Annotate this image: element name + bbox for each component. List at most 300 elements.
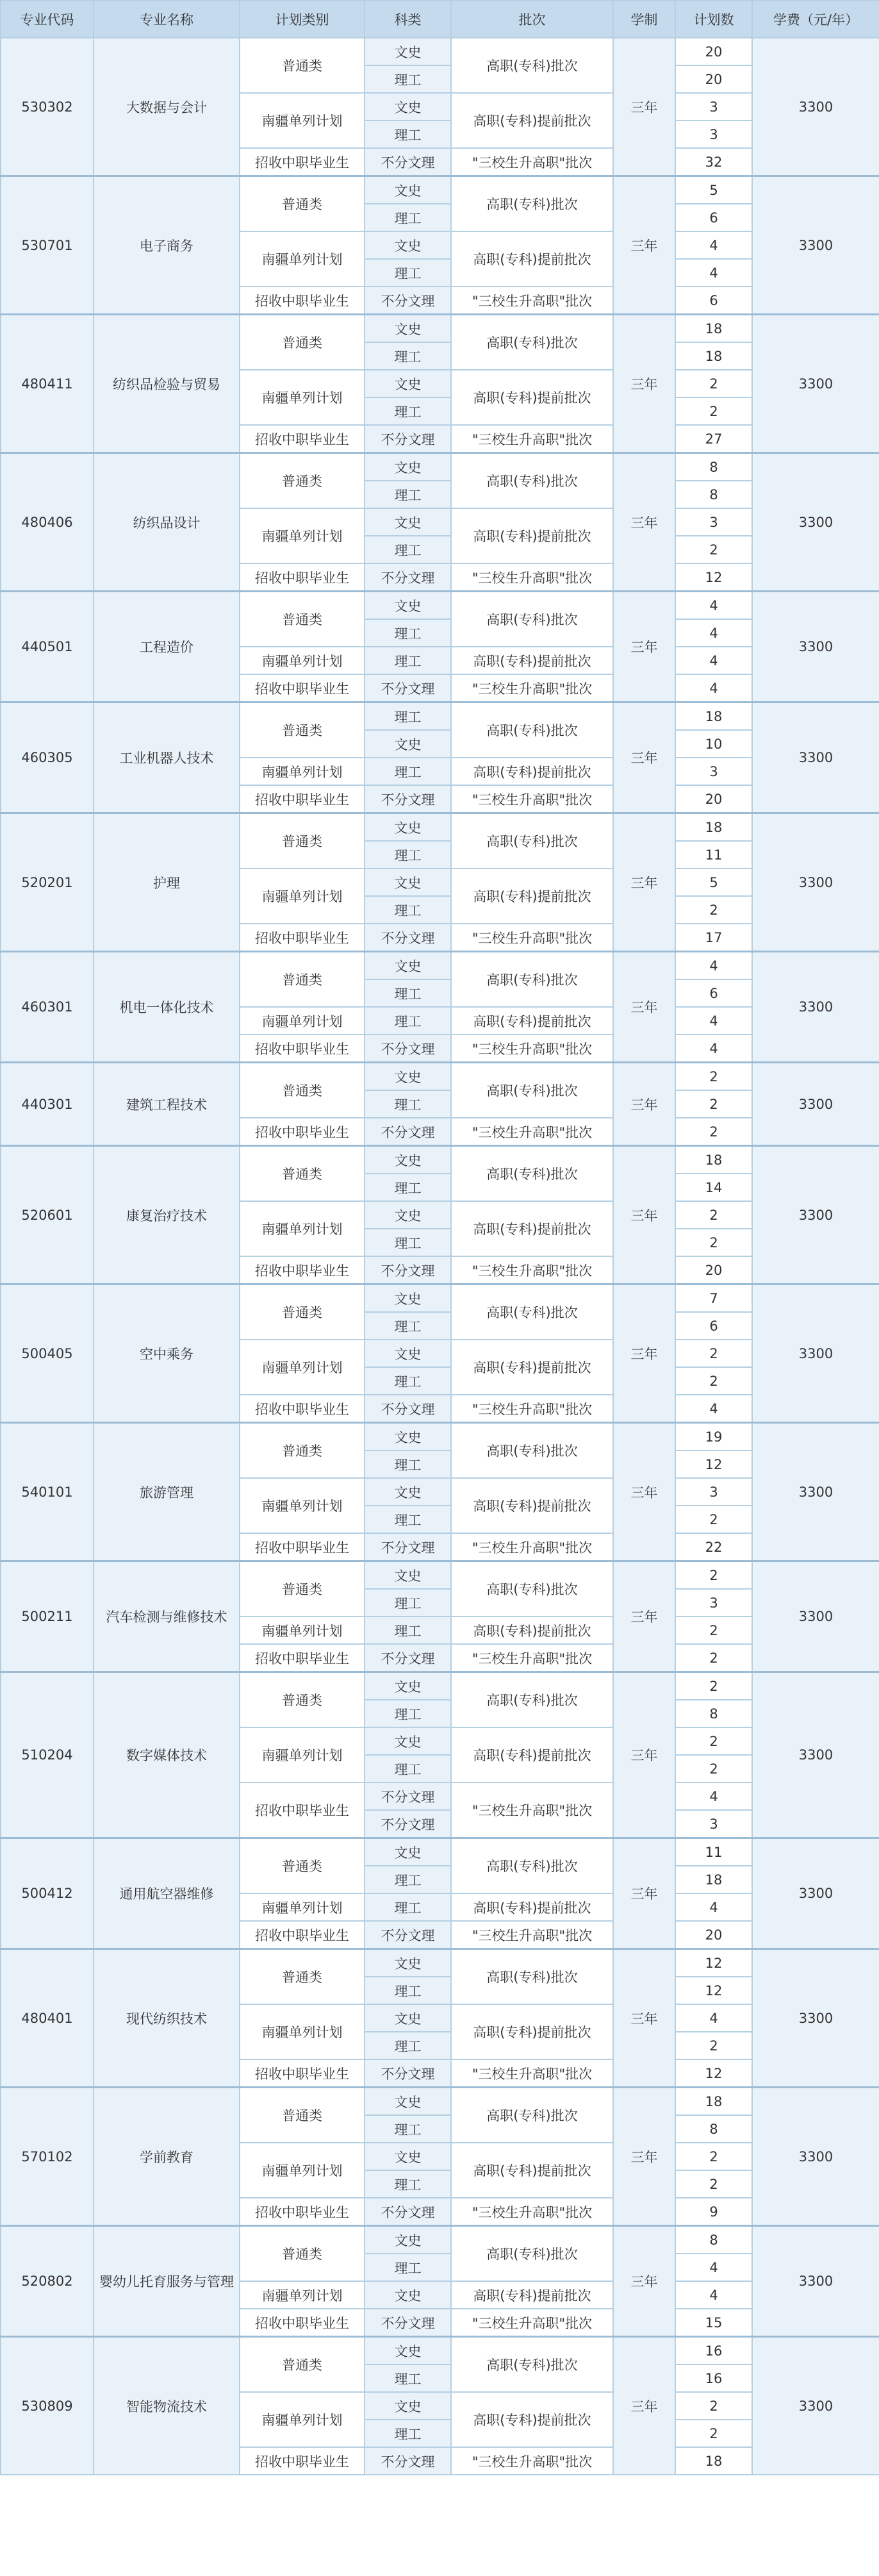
major-name-cell: 通用航空器维修: [94, 1838, 240, 1949]
subject-cell: 不分文理: [365, 425, 451, 453]
plan-count-cell: 6: [675, 204, 752, 231]
subject-cell: 文史: [365, 2143, 451, 2170]
table-row: [1, 38, 879, 65]
plan-category-cell: 普通类: [240, 1284, 365, 1340]
table-row: [1, 813, 879, 842]
tuition-cell: 3300: [752, 952, 879, 1063]
plan-category-cell: 招收中职毕业生: [240, 287, 365, 315]
subject-cell: 文史: [365, 315, 451, 343]
subject-cell: 不分文理: [365, 1810, 451, 1838]
major-code-cell: 480401: [1, 1949, 94, 2088]
subject-cell: 文史: [365, 813, 451, 842]
duration-cell: 三年: [613, 38, 675, 176]
subject-cell: 理工: [365, 1174, 451, 1201]
duration-cell: 三年: [613, 1949, 675, 2088]
plan-count-cell: 2: [675, 896, 752, 924]
subject-cell: 不分文理: [365, 1035, 451, 1063]
subject-cell: 不分文理: [365, 1256, 451, 1284]
plan-category-cell: 普通类: [240, 176, 365, 232]
batch-cell: 高职(专科)提前批次: [451, 1340, 613, 1395]
tuition-cell: 3300: [752, 702, 879, 813]
plan-count-cell: 4: [675, 592, 752, 620]
subject-cell: 文史: [365, 1146, 451, 1174]
subject-cell: 不分文理: [365, 287, 451, 315]
subject-cell: 不分文理: [365, 1644, 451, 1672]
plan-count-cell: 2: [675, 1561, 752, 1590]
plan-category-cell: 普通类: [240, 1672, 365, 1728]
tuition-cell: 3300: [752, 38, 879, 176]
plan-count-cell: 6: [675, 1312, 752, 1340]
plan-category-cell: 南疆单列计划: [240, 1007, 365, 1035]
plan-count-cell: 12: [675, 1450, 752, 1478]
plan-count-cell: 12: [675, 1977, 752, 2004]
table-row: [1, 1284, 879, 1313]
major-code-cell: 520802: [1, 2226, 94, 2337]
batch-cell: 高职(专科)批次: [451, 1063, 613, 1118]
tuition-cell: 3300: [752, 2337, 879, 2475]
subject-cell: 文史: [365, 2226, 451, 2254]
major-name-cell: 数字媒体技术: [94, 1672, 240, 1838]
major-name-cell: 工业机器人技术: [94, 702, 240, 813]
subject-cell: 理工: [365, 647, 451, 674]
plan-count-cell: 7: [675, 1284, 752, 1313]
plan-count-cell: 20: [675, 1921, 752, 1949]
subject-cell: 理工: [365, 1755, 451, 1782]
subject-cell: 理工: [365, 1589, 451, 1616]
duration-cell: 三年: [613, 1672, 675, 1838]
plan-count-cell: 16: [675, 2364, 752, 2392]
plan-count-cell: 2: [675, 1340, 752, 1367]
table-row: [1, 1838, 879, 1866]
batch-cell: "三校生升高职"批次: [451, 2309, 613, 2337]
subject-cell: 理工: [365, 979, 451, 1007]
plan-count-cell: 4: [675, 2281, 752, 2309]
subject-cell: 不分文理: [365, 785, 451, 813]
major-code-cell: 460301: [1, 952, 94, 1063]
plan-category-cell: 招收中职毕业生: [240, 1118, 365, 1146]
plan-count-cell: 4: [675, 2254, 752, 2281]
duration-cell: 三年: [613, 1063, 675, 1146]
plan-count-cell: 2: [675, 1727, 752, 1755]
plan-count-cell: 3: [675, 1589, 752, 1616]
subject-cell: 理工: [365, 2170, 451, 2198]
major-name-cell: 电子商务: [94, 176, 240, 315]
major-code-cell: 510204: [1, 1672, 94, 1838]
plan-category-cell: 南疆单列计划: [240, 868, 365, 924]
subject-cell: 理工: [365, 1893, 451, 1921]
batch-cell: "三校生升高职"批次: [451, 1782, 613, 1838]
plan-category-cell: 普通类: [240, 1063, 365, 1118]
batch-cell: "三校生升高职"批次: [451, 1035, 613, 1063]
plan-count-cell: 3: [675, 120, 752, 148]
tuition-cell: 3300: [752, 1423, 879, 1561]
plan-count-cell: 11: [675, 1838, 752, 1866]
subject-cell: 不分文理: [365, 1782, 451, 1810]
duration-cell: 三年: [613, 2088, 675, 2226]
major-code-cell: 460305: [1, 702, 94, 813]
batch-cell: 高职(专科)提前批次: [451, 2004, 613, 2059]
table-row: [1, 952, 879, 980]
batch-cell: 高职(专科)批次: [451, 702, 613, 758]
major-code-cell: 440501: [1, 592, 94, 702]
subject-cell: 理工: [365, 1616, 451, 1644]
plan-count-cell: 4: [675, 231, 752, 259]
major-name-cell: 汽车检测与维修技术: [94, 1561, 240, 1672]
plan-count-cell: 4: [675, 674, 752, 702]
plan-count-cell: 12: [675, 1949, 752, 1977]
tuition-cell: 3300: [752, 1284, 879, 1423]
batch-cell: 高职(专科)批次: [451, 813, 613, 869]
subject-cell: 理工: [365, 259, 451, 287]
plan-count-cell: 2: [675, 1755, 752, 1782]
plan-count-cell: 2: [675, 1616, 752, 1644]
plan-category-cell: 招收中职毕业生: [240, 2309, 365, 2337]
plan-category-cell: 普通类: [240, 315, 365, 370]
plan-count-cell: 4: [675, 1893, 752, 1921]
subject-cell: 不分文理: [365, 1533, 451, 1561]
plan-category-cell: 南疆单列计划: [240, 370, 365, 425]
subject-cell: 不分文理: [365, 2309, 451, 2337]
subject-cell: 不分文理: [365, 563, 451, 592]
header-duration: 学制: [613, 1, 675, 38]
plan-count-cell: 16: [675, 2337, 752, 2365]
major-name-cell: 旅游管理: [94, 1423, 240, 1561]
major-code-cell: 530701: [1, 176, 94, 315]
plan-count-cell: 18: [675, 342, 752, 370]
plan-count-cell: 2: [675, 536, 752, 563]
subject-cell: 不分文理: [365, 924, 451, 952]
subject-cell: 文史: [365, 1423, 451, 1451]
major-code-cell: 520601: [1, 1146, 94, 1284]
subject-cell: 理工: [365, 1367, 451, 1395]
duration-cell: 三年: [613, 702, 675, 813]
plan-category-cell: 南疆单列计划: [240, 2004, 365, 2059]
tuition-cell: 3300: [752, 1561, 879, 1672]
plan-count-cell: 2: [675, 1506, 752, 1533]
major-code-cell: 530809: [1, 2337, 94, 2475]
batch-cell: "三校生升高职"批次: [451, 674, 613, 702]
tuition-cell: 3300: [752, 453, 879, 592]
plan-count-cell: 32: [675, 148, 752, 176]
duration-cell: 三年: [613, 176, 675, 315]
batch-cell: "三校生升高职"批次: [451, 2198, 613, 2226]
batch-cell: 高职(专科)提前批次: [451, 508, 613, 563]
plan-count-cell: 18: [675, 2447, 752, 2475]
subject-cell: 文史: [365, 453, 451, 481]
subject-cell: 文史: [365, 952, 451, 980]
subject-cell: 不分文理: [365, 148, 451, 176]
subject-cell: 不分文理: [365, 2447, 451, 2475]
subject-cell: 理工: [365, 2032, 451, 2059]
plan-count-cell: 4: [675, 1035, 752, 1063]
subject-cell: 理工: [365, 1007, 451, 1035]
header-tuition: 学费（元/年）: [752, 1, 879, 38]
plan-category-cell: 普通类: [240, 702, 365, 758]
duration-cell: 三年: [613, 1423, 675, 1561]
batch-cell: 高职(专科)批次: [451, 176, 613, 232]
subject-cell: 文史: [365, 730, 451, 758]
plan-category-cell: 南疆单列计划: [240, 1616, 365, 1644]
table-row: [1, 1063, 879, 1091]
plan-category-cell: 普通类: [240, 1949, 365, 2005]
header-batch: 批次: [451, 1, 613, 38]
subject-cell: 理工: [365, 65, 451, 93]
batch-cell: 高职(专科)提前批次: [451, 2281, 613, 2309]
plan-count-cell: 5: [675, 868, 752, 896]
subject-cell: 文史: [365, 868, 451, 896]
plan-category-cell: 招收中职毕业生: [240, 1533, 365, 1561]
plan-count-cell: 4: [675, 1007, 752, 1035]
subject-cell: 文史: [365, 2281, 451, 2309]
subject-cell: 文史: [365, 231, 451, 259]
major-name-cell: 康复治疗技术: [94, 1146, 240, 1284]
plan-category-cell: 普通类: [240, 1146, 365, 1202]
table-row: [1, 2226, 879, 2254]
plan-count-cell: 8: [675, 1700, 752, 1727]
major-code-cell: 540101: [1, 1423, 94, 1561]
batch-cell: 高职(专科)批次: [451, 315, 613, 370]
batch-cell: 高职(专科)提前批次: [451, 1616, 613, 1644]
plan-category-cell: 普通类: [240, 453, 365, 509]
plan-category-cell: 南疆单列计划: [240, 758, 365, 785]
subject-cell: 文史: [365, 1201, 451, 1229]
batch-cell: 高职(专科)批次: [451, 1284, 613, 1340]
duration-cell: 三年: [613, 1838, 675, 1949]
plan-category-cell: 招收中职毕业生: [240, 1921, 365, 1949]
plan-category-cell: 普通类: [240, 38, 365, 93]
subject-cell: 文史: [365, 2337, 451, 2365]
subject-cell: 文史: [365, 176, 451, 204]
batch-cell: "三校生升高职"批次: [451, 1533, 613, 1561]
major-name-cell: 机电一体化技术: [94, 952, 240, 1063]
subject-cell: 文史: [365, 592, 451, 620]
plan-category-cell: 普通类: [240, 813, 365, 869]
plan-count-cell: 3: [675, 93, 752, 120]
table-row: [1, 702, 879, 731]
batch-cell: "三校生升高职"批次: [451, 1921, 613, 1949]
plan-category-cell: 普通类: [240, 2226, 365, 2282]
tuition-cell: 3300: [752, 315, 879, 453]
major-name-cell: 护理: [94, 813, 240, 952]
batch-cell: 高职(专科)批次: [451, 1561, 613, 1617]
major-code-cell: 530302: [1, 38, 94, 176]
batch-cell: 高职(专科)批次: [451, 1838, 613, 1894]
plan-count-cell: 11: [675, 841, 752, 868]
subject-cell: 文史: [365, 1340, 451, 1367]
batch-cell: "三校生升高职"批次: [451, 1395, 613, 1423]
subject-cell: 文史: [365, 1949, 451, 1977]
plan-count-cell: 18: [675, 1146, 752, 1174]
plan-count-cell: 18: [675, 813, 752, 842]
plan-category-cell: 普通类: [240, 2088, 365, 2143]
major-code-cell: 440301: [1, 1063, 94, 1146]
plan-category-cell: 招收中职毕业生: [240, 563, 365, 592]
table-row: [1, 2088, 879, 2116]
batch-cell: 高职(专科)批次: [451, 453, 613, 509]
subject-cell: 文史: [365, 1838, 451, 1866]
plan-category-cell: 招收中职毕业生: [240, 674, 365, 702]
plan-count-cell: 10: [675, 730, 752, 758]
batch-cell: 高职(专科)提前批次: [451, 93, 613, 148]
plan-count-cell: 4: [675, 647, 752, 674]
plan-category-cell: 招收中职毕业生: [240, 924, 365, 952]
plan-category-cell: 普通类: [240, 1838, 365, 1894]
header-major-name: 专业名称: [94, 1, 240, 38]
subject-cell: 文史: [365, 1284, 451, 1313]
batch-cell: 高职(专科)批次: [451, 1672, 613, 1728]
plan-count-cell: 20: [675, 65, 752, 93]
subject-cell: 理工: [365, 2364, 451, 2392]
batch-cell: "三校生升高职"批次: [451, 785, 613, 813]
plan-count-cell: 8: [675, 453, 752, 481]
plan-count-cell: 8: [675, 2226, 752, 2254]
batch-cell: "三校生升高职"批次: [451, 1256, 613, 1284]
subject-cell: 理工: [365, 397, 451, 425]
major-code-cell: 500211: [1, 1561, 94, 1672]
batch-cell: 高职(专科)提前批次: [451, 1893, 613, 1921]
plan-count-cell: 2: [675, 1367, 752, 1395]
plan-count-cell: 19: [675, 1423, 752, 1451]
plan-category-cell: 招收中职毕业生: [240, 2447, 365, 2475]
plan-count-cell: 6: [675, 287, 752, 315]
table-row: [1, 1561, 879, 1590]
subject-cell: 理工: [365, 1312, 451, 1340]
batch-cell: "三校生升高职"批次: [451, 2447, 613, 2475]
duration-cell: 三年: [613, 315, 675, 453]
tuition-cell: 3300: [752, 1146, 879, 1284]
duration-cell: 三年: [613, 1146, 675, 1284]
plan-category-cell: 南疆单列计划: [240, 1893, 365, 1921]
subject-cell: 文史: [365, 1478, 451, 1506]
batch-cell: 高职(专科)批次: [451, 1949, 613, 2005]
table-row: [1, 1146, 879, 1174]
major-code-cell: 500412: [1, 1838, 94, 1949]
plan-count-cell: 2: [675, 1063, 752, 1091]
major-name-cell: 大数据与会计: [94, 38, 240, 176]
duration-cell: 三年: [613, 1284, 675, 1423]
table-row: [1, 1949, 879, 1977]
subject-cell: 文史: [365, 1727, 451, 1755]
batch-cell: "三校生升高职"批次: [451, 2059, 613, 2088]
major-code-cell: 520201: [1, 813, 94, 952]
plan-category-cell: 普通类: [240, 1561, 365, 1617]
subject-cell: 不分文理: [365, 1395, 451, 1423]
major-name-cell: 智能物流技术: [94, 2337, 240, 2475]
plan-count-cell: 4: [675, 1395, 752, 1423]
tuition-cell: 3300: [752, 1838, 879, 1949]
plan-count-cell: 2: [675, 1672, 752, 1700]
subject-cell: 文史: [365, 2392, 451, 2420]
plan-count-cell: 2: [675, 2032, 752, 2059]
subject-cell: 理工: [365, 896, 451, 924]
plan-count-cell: 2: [675, 370, 752, 397]
subject-cell: 理工: [365, 2115, 451, 2143]
plan-count-cell: 8: [675, 2115, 752, 2143]
subject-cell: 文史: [365, 93, 451, 120]
header-plan-count: 计划数: [675, 1, 752, 38]
plan-category-cell: 南疆单列计划: [240, 508, 365, 563]
plan-count-cell: 2: [675, 1090, 752, 1118]
plan-count-cell: 3: [675, 1478, 752, 1506]
table-header-row: [1, 1, 879, 38]
batch-cell: 高职(专科)提前批次: [451, 1201, 613, 1256]
plan-category-cell: 南疆单列计划: [240, 1201, 365, 1256]
plan-count-cell: 20: [675, 785, 752, 813]
subject-cell: 文史: [365, 1561, 451, 1590]
plan-count-cell: 2: [675, 1201, 752, 1229]
header-code: 专业代码: [1, 1, 94, 38]
batch-cell: 高职(专科)批次: [451, 592, 613, 647]
subject-cell: 文史: [365, 508, 451, 536]
duration-cell: 三年: [613, 592, 675, 702]
batch-cell: "三校生升高职"批次: [451, 1644, 613, 1672]
plan-count-cell: 2: [675, 397, 752, 425]
plan-count-cell: 17: [675, 924, 752, 952]
plan-category-cell: 南疆单列计划: [240, 1727, 365, 1782]
plan-category-cell: 南疆单列计划: [240, 2281, 365, 2309]
duration-cell: 三年: [613, 2337, 675, 2475]
plan-count-cell: 5: [675, 176, 752, 204]
batch-cell: 高职(专科)提前批次: [451, 231, 613, 287]
table-row: [1, 1423, 879, 1451]
plan-count-cell: 12: [675, 2059, 752, 2088]
subject-cell: 不分文理: [365, 1921, 451, 1949]
batch-cell: 高职(专科)提前批次: [451, 2392, 613, 2447]
subject-cell: 理工: [365, 702, 451, 731]
batch-cell: 高职(专科)批次: [451, 952, 613, 1008]
table-row: [1, 176, 879, 204]
major-code-cell: 500405: [1, 1284, 94, 1423]
batch-cell: "三校生升高职"批次: [451, 148, 613, 176]
plan-count-cell: 2: [675, 2143, 752, 2170]
tuition-cell: 3300: [752, 176, 879, 315]
plan-count-cell: 2: [675, 2392, 752, 2420]
plan-count-cell: 20: [675, 1256, 752, 1284]
plan-category-cell: 南疆单列计划: [240, 231, 365, 287]
duration-cell: 三年: [613, 1561, 675, 1672]
plan-category-cell: 招收中职毕业生: [240, 425, 365, 453]
subject-cell: 理工: [365, 2420, 451, 2447]
major-code-cell: 570102: [1, 2088, 94, 2226]
subject-cell: 不分文理: [365, 1118, 451, 1146]
plan-count-cell: 18: [675, 702, 752, 731]
plan-category-cell: 招收中职毕业生: [240, 1035, 365, 1063]
plan-count-cell: 2: [675, 2420, 752, 2447]
plan-category-cell: 招收中职毕业生: [240, 785, 365, 813]
plan-category-cell: 普通类: [240, 952, 365, 1008]
plan-count-cell: 2: [675, 1644, 752, 1672]
plan-count-cell: 27: [675, 425, 752, 453]
plan-category-cell: 南疆单列计划: [240, 1340, 365, 1395]
batch-cell: "三校生升高职"批次: [451, 563, 613, 592]
table-body: [1, 38, 879, 2475]
tuition-cell: 3300: [752, 2088, 879, 2226]
major-name-cell: 婴幼儿托育服务与管理: [94, 2226, 240, 2337]
batch-cell: 高职(专科)批次: [451, 2337, 613, 2393]
subject-cell: 理工: [365, 481, 451, 508]
major-name-cell: 工程造价: [94, 592, 240, 702]
subject-cell: 文史: [365, 2088, 451, 2116]
table-row: [1, 453, 879, 481]
subject-cell: 理工: [365, 120, 451, 148]
plan-count-cell: 4: [675, 619, 752, 647]
major-name-cell: 纺织品检验与贸易: [94, 315, 240, 453]
plan-count-cell: 3: [675, 508, 752, 536]
batch-cell: 高职(专科)提前批次: [451, 1727, 613, 1782]
subject-cell: 不分文理: [365, 2198, 451, 2226]
batch-cell: "三校生升高职"批次: [451, 425, 613, 453]
major-name-cell: 空中乘务: [94, 1284, 240, 1423]
